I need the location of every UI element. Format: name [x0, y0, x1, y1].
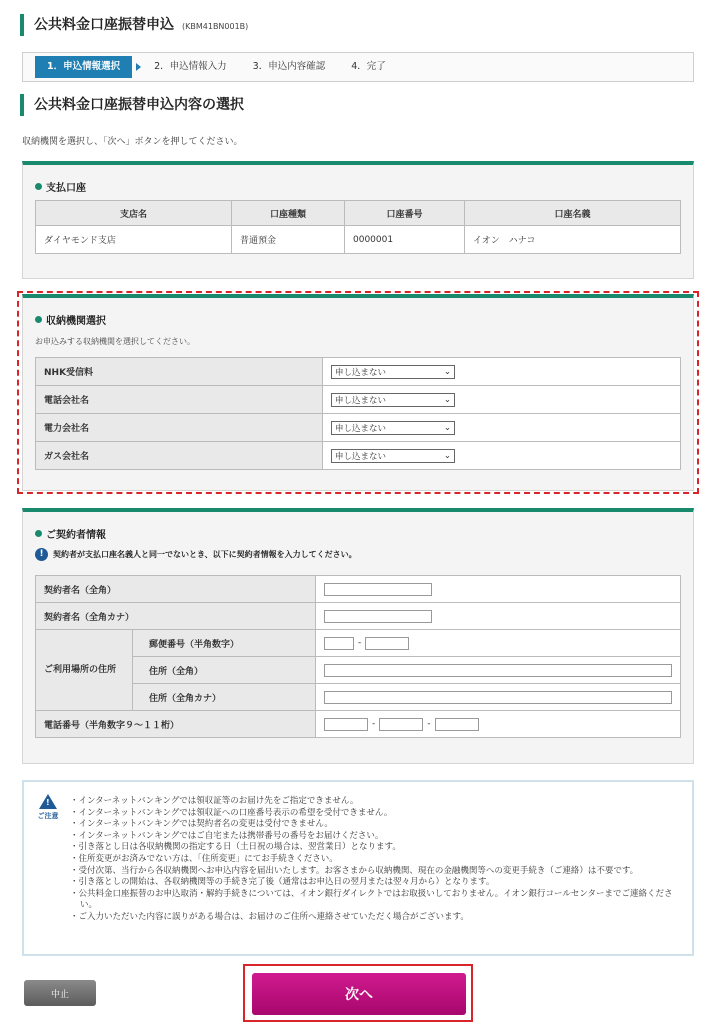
notes-list: [70, 796, 682, 924]
address-kana-input[interactable]: [324, 691, 672, 704]
note-item: ・公共料金口座振替のお申込取消・解約手続きについては、イオン銀行ダイレクトではお取扱いしておりません。イオン銀行コールセンターまでご連絡ください。: [70, 888, 673, 911]
name-kana-input[interactable]: [324, 610, 432, 623]
chevron-down-icon: ⌄: [443, 394, 451, 405]
page-code: (KBM41BN001B): [182, 22, 249, 31]
contractor-title: ご契約者情報: [35, 526, 106, 541]
note-item: ・ご入力いただいた内容に誤りがある場合は、お届けのご住所へ連絡させていただく場合がございます。: [70, 911, 469, 922]
col-branch: 支店名: [36, 201, 232, 226]
cancel-button[interactable]: 中止: [24, 980, 96, 1006]
col-account-holder: 口座名義: [465, 201, 681, 226]
name-kanji-label: 契約者名（全角）: [36, 576, 316, 603]
contractor-panel: [22, 508, 694, 764]
step-4: 4．完了: [351, 61, 386, 72]
payment-account-title: 支払口座: [35, 179, 86, 194]
note-item: ・インターネットバンキングでは領収証への口座番号表示の希望を受付できません。: [70, 807, 393, 818]
institution-title: 収納機関選択: [35, 312, 106, 327]
institution-subtitle: お申込みする収納機関を選択してください。: [35, 337, 195, 346]
postal-code-second-input[interactable]: [365, 637, 409, 650]
name-kanji-input[interactable]: [324, 583, 432, 596]
note-item: ・インターネットバンキングではご自宅または携帯番号の番号をお届けください。: [70, 830, 384, 841]
section-title: 公共料金口座振替申込内容の選択: [20, 94, 244, 116]
bullet-dot-icon: [35, 183, 42, 190]
contractor-alert: ! 契約者が支払口座名義人と同一でないとき、以下に契約者情報を入力してください。: [35, 548, 357, 561]
step-indicator: [22, 52, 694, 82]
postal-dash: -: [358, 638, 362, 648]
phone-second-input[interactable]: [379, 718, 423, 731]
name-kana-label: 契約者名（全角カナ）: [36, 603, 316, 630]
payment-account-panel: [22, 161, 694, 279]
account-type-value: 普通預金: [232, 226, 345, 254]
chevron-down-icon: ⌄: [443, 450, 451, 461]
instruction-text: 収納機関を選択し、「次へ」ボタンを押してください。: [22, 137, 243, 147]
phone-label: 電話番号（半角数字９～１１桁）: [36, 711, 316, 738]
address-kana-label: 住所（全角カナ）: [132, 684, 315, 711]
step-3: 3．申込内容確認: [252, 61, 326, 72]
nhk-select[interactable]: 申し込まない ⌄: [331, 365, 455, 379]
postal-label: 郵便番号（半角数字）: [132, 630, 315, 657]
institution-highlight-frame: [17, 291, 699, 494]
contractor-table: [35, 575, 681, 738]
chevron-down-icon: ⌄: [443, 422, 451, 433]
payment-account-table: [35, 200, 681, 254]
col-account-type: 口座種類: [232, 201, 345, 226]
phone-dash: -: [372, 719, 376, 729]
note-item: ・住所変更がお済みでない方は、「住所変更」にてお手続きください。: [70, 853, 338, 864]
step-1: 1．申込情報選択: [35, 56, 132, 78]
note-item: ・受付次第、当行から各収納機関へお申込内容を届出いたします。お客さまから収納機関、現在の金融機関等への変更手続き（ご連絡）は不要です。: [70, 865, 639, 876]
phone-company-select[interactable]: 申し込まない ⌄: [331, 393, 455, 407]
account-number-value: 0000001: [345, 226, 465, 254]
power-company-label: 電力会社名: [36, 414, 323, 442]
phone-dash: -: [427, 719, 431, 729]
note-item: ・インターネットバンキングでは契約者名の変更は受付できません。: [70, 819, 333, 830]
gas-company-select[interactable]: 申し込まない ⌄: [331, 449, 455, 463]
chevron-down-icon: ⌄: [443, 366, 451, 377]
page-title: 公共料金口座振替申込: [34, 17, 174, 33]
warning-icon: !: [39, 794, 57, 809]
postal-code-first-input[interactable]: [324, 637, 354, 650]
bullet-dot-icon: [35, 530, 42, 537]
address-kanji-label: 住所（全角）: [132, 657, 315, 684]
power-company-select[interactable]: 申し込まない ⌄: [331, 421, 455, 435]
col-account-number: 口座番号: [345, 201, 465, 226]
note-item: ・インターネットバンキングでは領収証等のお届け先をご指定できません。: [70, 796, 359, 806]
nhk-label: NHK受信料: [36, 358, 323, 386]
exclamation-icon: !: [35, 548, 48, 561]
next-button[interactable]: 次へ: [252, 973, 466, 1015]
phone-first-input[interactable]: [324, 718, 368, 731]
account-holder-value: イオン ハナコ: [465, 226, 681, 254]
address-kanji-input[interactable]: [324, 664, 672, 677]
page-header: [20, 14, 248, 36]
phone-third-input[interactable]: [435, 718, 479, 731]
step-2: 2．申込情報入力: [154, 61, 227, 72]
notes-box: [22, 780, 694, 956]
caution-badge: ! ご注意: [34, 794, 62, 821]
address-group-label: ご利用場所の住所: [36, 630, 133, 711]
phone-company-label: 電話会社名: [36, 386, 323, 414]
note-item: ・引き落としの開始は、各収納機関等の手続き完了後（通常はお申込日の翌月または翌々月から）となります。: [70, 877, 495, 888]
note-item: ・引き落とし日は各収納機関の指定する日（土日祝の場合は、翌営業日）となります。: [70, 842, 401, 853]
branch-value: ダイヤモンド支店: [36, 226, 232, 254]
gas-company-label: ガス会社名: [36, 442, 323, 470]
